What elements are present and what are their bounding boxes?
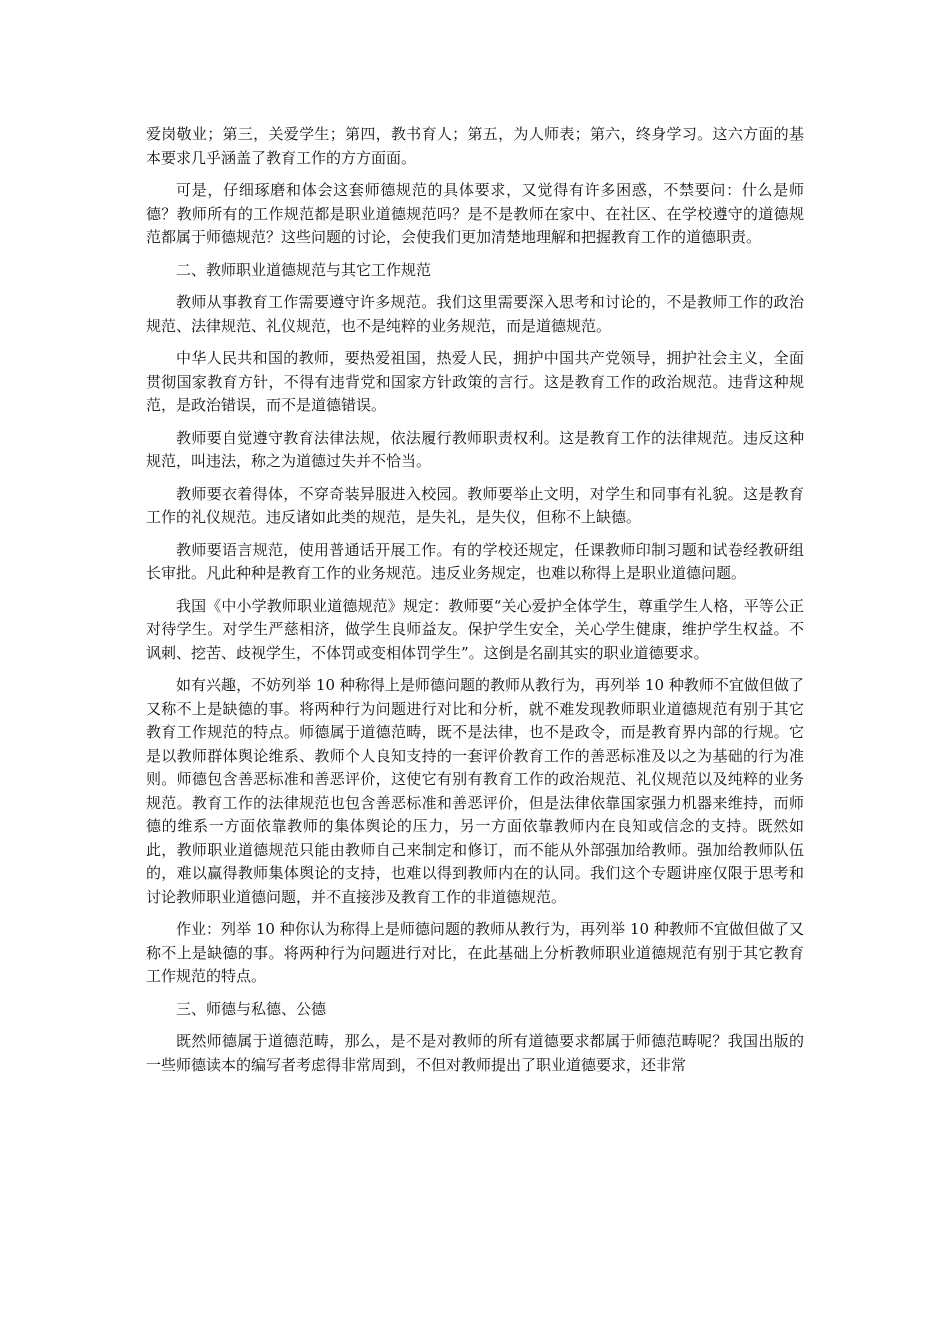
paragraph-political-norms: 中华人民共和国的教师，要热爱祖国，热爱人民，拥护中国共产党领导，拥护社会主义，全面贯彻国家教育方针，不得有违背党和国家方针政策的言行。这是教育工作的政治规范。违背这种规范，是政治错误，而不是道德错误。 [146,349,804,414]
paragraph-legal-norms: 教师要自觉遵守教育法律法规，依法履行教师职责权利。这是教育工作的法律规范。违反这种规范，叫违法，称之为道德过失并不恰当。 [146,428,804,470]
paragraph-intro-continuation: 爱岗敬业；第三，关爱学生；第四，教书育人；第五，为人师表；第六，终身学习。这六方面的基本要求几乎涵盖了教育工作的方方面面。 [146,125,804,167]
paragraph-norms-intro: 教师从事教育工作需要遵守许多规范。我们这里需要深入思考和讨论的，不是教师工作的政治规范、法律规范、礼仪规范，也不是纯粹的业务规范，而是道德规范。 [146,293,804,335]
document-page [146,123,804,1086]
section-heading-3: 三、师德与私德、公德 [176,999,327,1018]
paragraph-etiquette-norms: 教师要衣着得体，不穿奇装异服进入校园。教师要举止文明，对学生和同事有礼貌。这是教育工作的礼仪规范。违反诸如此类的规范，是失礼，是失仪，但称不上缺德。 [146,484,804,526]
paragraph-business-norms: 教师要语言规范，使用普通话开展工作。有的学校还规定，任课教师印制习题和试卷经教研组长审批。凡此种种是教育工作的业务规范。违反业务规定，也难以称得上是职业道德问题。 [146,540,804,582]
paragraph-analysis: 如有兴趣，不妨列举 10 种称得上是师德问题的教师从教行为，再列举 10 种教师不宜做但做了又称不上是缺德的事。将两种行为问题进行对比和分析，就不难发现教师职业道德规范有别于其它教育工作规范的特点。师德属于道德范畴，既不是法律，也不是政令，而是教育界内部的行规。它是以教师群体舆论维系、教师个人良知支持的一套评价教育工作的善恶标准及以之为基础的行为准则。师德包含善恶标准和善恶评价，这使它有别有教育工作的政治规范、礼仪规范以及纯粹的业务规范。教育工作的法律规范也包含善恶标准和善恶评价，但是法律依靠国家强力机器来维持，而师德的维系一方面依靠教师的集体舆论的压力，另一方面依靠教师内在良知或信念的支持。既然如此，教师职业道德规范只能由教师自己来制定和修订，而不能从外部强加给教师。强加给教师队伍的，难以赢得教师集体舆论的支持，也难以得到教师内在的认同。我们这个专题讲座仅限于思考和讨论教师职业道德问题，并不直接涉及教育工作的非道德规范。 [146,676,804,906]
paragraph-private-public-ethics: 既然师德属于道德范畴，那么，是不是对教师的所有道德要求都属于师德范畴呢？我国出版的一些师德读本的编写者考虑得非常周到，不但对教师提出了职业道德要求，还非常 [146,1032,804,1074]
paragraph-questions: 可是，仔细琢磨和体会这套师德规范的具体要求，又觉得有许多困惑，不禁要问：什么是师德？教师所有的工作规范都是职业道德规范吗？是不是教师在家中、在社区、在学校遵守的道德规范都属于师德规范？这些问题的讨论，会使我们更加清楚地理解和把握教育工作的道德职责。 [146,181,804,246]
section-heading-2: 二、教师职业道德规范与其它工作规范 [176,260,432,279]
paragraph-code-quote: 我国《中小学教师职业道德规范》规定：教师要“关心爱护全体学生，尊重学生人格，平等公正对待学生。对学生严慈相济，做学生良师益友。保护学生安全，关心学生健康，维护学生权益。不讽刺、挖苦、歧视学生，不体罚或变相体罚学生”。这倒是名副其实的职业道德要求。 [146,596,804,662]
paragraph-homework: 作业：列举 10 种你认为称得上是师德问题的教师从教行为，再列举 10 种教师不宜做但做了又称不上是缺德的事。将两种行为问题进行对比，在此基础上分析教师职业道德规范有别于其它教育工作规范的特点。 [146,920,804,985]
